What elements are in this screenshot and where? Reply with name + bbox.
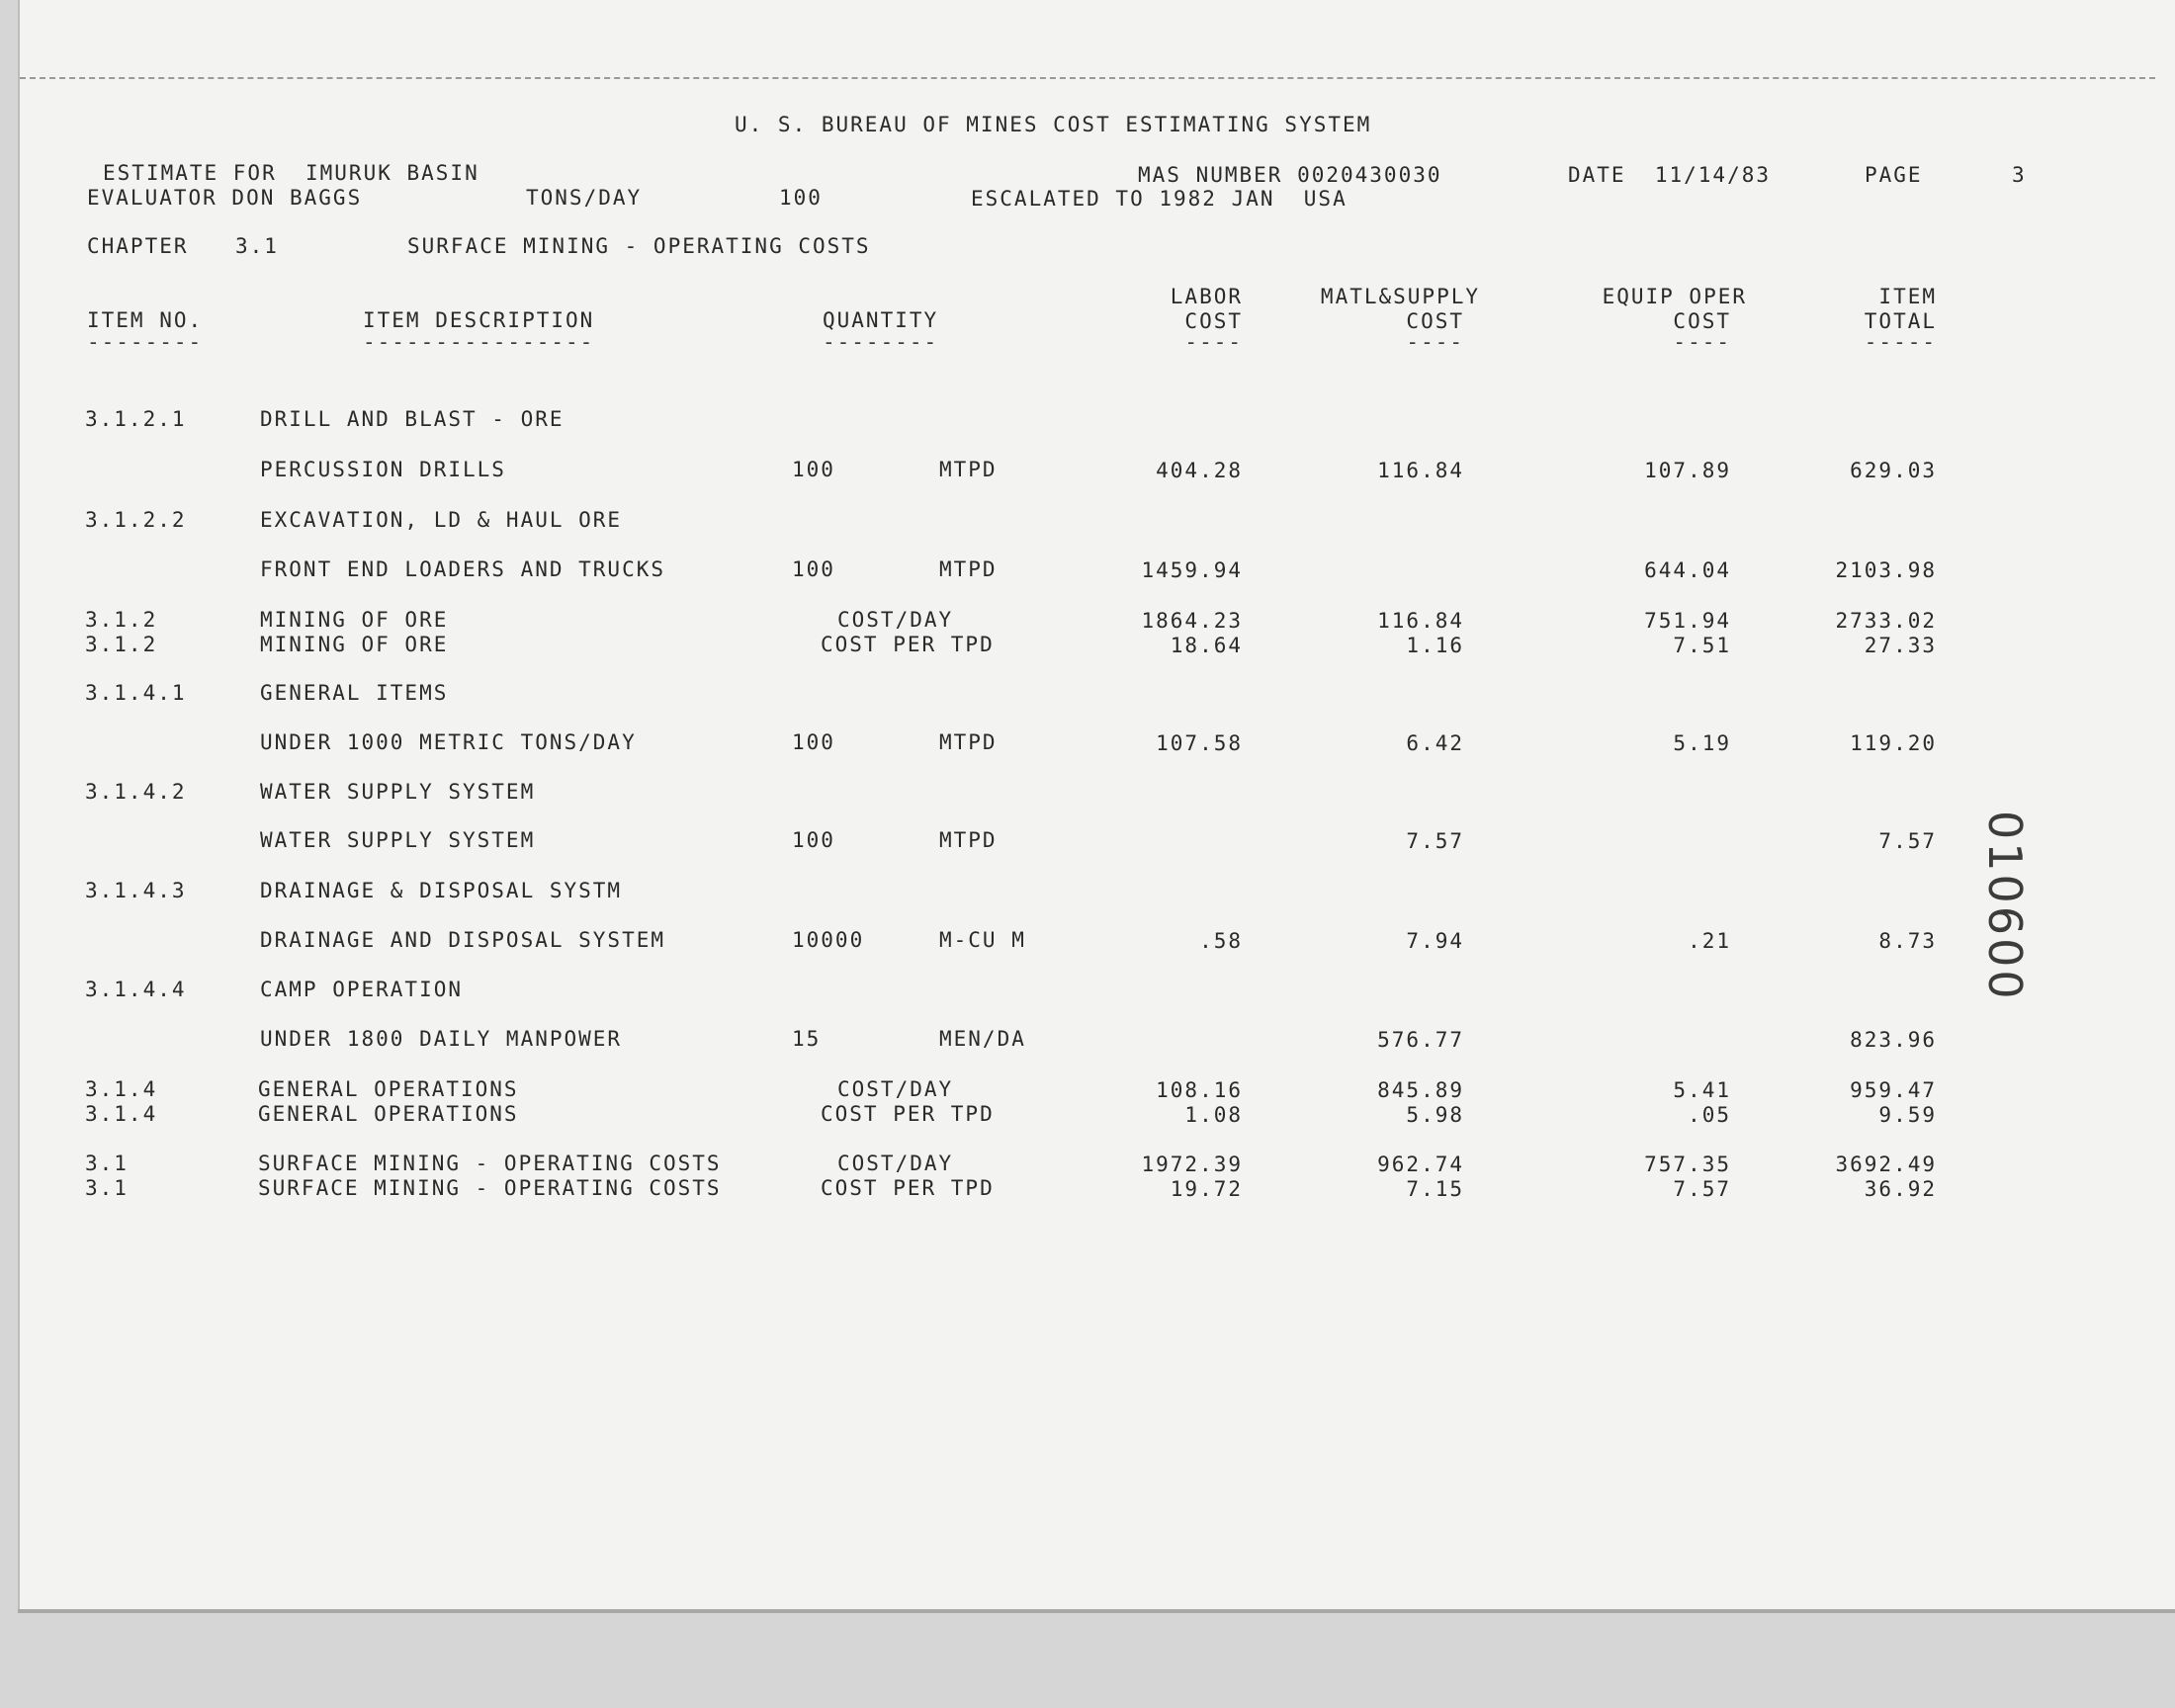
row-item-no: 3.1.4.4 <box>85 978 187 1001</box>
row-labor-cost: 18.64 <box>1170 634 1243 657</box>
row-quantity: 100 <box>792 730 835 754</box>
row-cost-basis: COST/DAY <box>837 1077 954 1101</box>
row-description: UNDER 1800 DAILY MANPOWER <box>260 1027 623 1051</box>
row-labor-cost: 19.72 <box>1170 1177 1243 1201</box>
row-item-total: 629.03 <box>1850 459 1937 482</box>
tons-day-value: 100 <box>779 186 823 210</box>
system-title: U. S. BUREAU OF MINES COST ESTIMATING SYSTEM <box>735 113 1372 136</box>
row-equip-cost: 5.19 <box>1673 731 1731 755</box>
col-labor-rule: ---- <box>1184 330 1243 354</box>
row-item-total: 3692.49 <box>1835 1153 1937 1176</box>
row-item-total: 959.47 <box>1850 1078 1937 1102</box>
paper-sheet <box>18 0 2175 1609</box>
row-description: EXCAVATION, LD & HAUL ORE <box>260 508 623 532</box>
page-label: PAGE <box>1865 163 1923 187</box>
row-labor-cost: 1459.94 <box>1141 558 1243 582</box>
row-description: UNDER 1000 METRIC TONS/DAY <box>260 730 637 754</box>
row-item-total: 119.20 <box>1850 731 1937 755</box>
row-item-total: 8.73 <box>1878 929 1937 953</box>
mas-number: MAS NUMBER 0020430030 <box>1138 163 1442 187</box>
row-unit: MEN/DA <box>939 1027 1026 1051</box>
row-item-no: 3.1.4.3 <box>85 879 187 902</box>
row-unit: M-CU M <box>939 928 1026 952</box>
row-item-no: 3.1.2 <box>85 633 158 656</box>
row-item-no: 3.1.4.1 <box>85 681 187 705</box>
row-item-total: 823.96 <box>1850 1028 1937 1052</box>
row-description: DRAINAGE AND DISPOSAL SYSTEM <box>260 928 666 952</box>
escalation-note: ESCALATED TO 1982 JAN USA <box>971 187 1348 211</box>
col-quantity: QUANTITY <box>823 308 939 332</box>
row-description: SURFACE MINING - OPERATING COSTS <box>258 1152 722 1175</box>
report-date: DATE 11/14/83 <box>1568 163 1772 187</box>
row-quantity: 10000 <box>792 928 865 952</box>
row-item-no: 3.1.2 <box>85 608 158 632</box>
row-equip-cost: 751.94 <box>1644 609 1731 633</box>
row-matl-cost: 5.98 <box>1406 1103 1464 1127</box>
row-equip-cost: 644.04 <box>1644 558 1731 582</box>
col-equip-line1: EQUIP OPER <box>1602 285 1747 308</box>
row-matl-cost: 576.77 <box>1377 1028 1464 1052</box>
row-item-no: 3.1.2.1 <box>85 407 187 431</box>
row-labor-cost: 107.58 <box>1156 731 1243 755</box>
row-description: MINING OF ORE <box>260 608 449 632</box>
row-item-total: 9.59 <box>1878 1103 1937 1127</box>
row-equip-cost: 7.51 <box>1673 634 1731 657</box>
row-description: SURFACE MINING - OPERATING COSTS <box>258 1176 722 1200</box>
col-equip-rule: ---- <box>1673 330 1731 354</box>
row-matl-cost: 7.94 <box>1406 929 1464 953</box>
row-description: GENERAL OPERATIONS <box>258 1102 519 1126</box>
row-description: WATER SUPPLY SYSTEM <box>260 780 536 804</box>
row-description: WATER SUPPLY SYSTEM <box>260 828 536 852</box>
perforation-line <box>20 77 2155 79</box>
page-stamp: 010600 <box>1978 811 2032 1002</box>
row-matl-cost: 7.15 <box>1406 1177 1464 1201</box>
row-item-total: 36.92 <box>1864 1177 1937 1201</box>
col-total-line2: TOTAL <box>1864 309 1937 333</box>
row-description: MINING OF ORE <box>260 633 449 656</box>
row-quantity: 100 <box>792 828 835 852</box>
row-equip-cost: .05 <box>1688 1103 1731 1127</box>
col-labor-line1: LABOR <box>1170 285 1243 308</box>
row-description: FRONT END LOADERS AND TRUCKS <box>260 557 666 581</box>
chapter-title: SURFACE MINING - OPERATING COSTS <box>407 234 871 258</box>
row-matl-cost: 7.57 <box>1406 829 1464 853</box>
col-item-description-rule: ---------------- <box>363 330 595 354</box>
row-unit: MTPD <box>939 557 998 581</box>
row-item-no: 3.1.4.2 <box>85 780 187 804</box>
page-number: 3 <box>2012 163 2027 187</box>
row-labor-cost: 1.08 <box>1184 1103 1243 1127</box>
chapter-number: 3.1 <box>235 234 279 258</box>
row-item-no: 3.1.4 <box>85 1102 158 1126</box>
row-matl-cost: 6.42 <box>1406 731 1464 755</box>
col-total-rule: ----- <box>1864 330 1937 354</box>
row-cost-basis: COST/DAY <box>837 1152 954 1175</box>
row-description: DRILL AND BLAST - ORE <box>260 407 565 431</box>
row-description: GENERAL OPERATIONS <box>258 1077 519 1101</box>
row-item-no: 3.1 <box>85 1152 129 1175</box>
row-matl-cost: 1.16 <box>1406 634 1464 657</box>
row-matl-cost: 116.84 <box>1377 459 1464 482</box>
row-labor-cost: .58 <box>1199 929 1243 953</box>
col-equip-line2: COST <box>1673 309 1731 333</box>
row-description: DRAINAGE & DISPOSAL SYSTM <box>260 879 623 902</box>
row-item-total: 27.33 <box>1864 634 1937 657</box>
row-cost-basis: COST PER TPD <box>821 633 995 656</box>
col-matl-line1: MATL&SUPPLY <box>1320 285 1480 308</box>
row-labor-cost: 404.28 <box>1156 459 1243 482</box>
col-matl-rule: ---- <box>1406 330 1464 354</box>
chapter-label: CHAPTER <box>87 234 189 258</box>
evaluator: EVALUATOR DON BAGGS <box>87 186 363 210</box>
sheet-edge <box>18 1609 2175 1613</box>
row-cost-basis: COST PER TPD <box>821 1102 995 1126</box>
tons-day-label: TONS/DAY <box>526 186 643 210</box>
row-item-total: 2733.02 <box>1835 609 1937 633</box>
row-unit: MTPD <box>939 730 998 754</box>
row-cost-basis: COST/DAY <box>837 608 954 632</box>
row-item-no: 3.1.2.2 <box>85 508 187 532</box>
row-quantity: 100 <box>792 557 835 581</box>
col-item-no-rule: -------- <box>87 330 204 354</box>
row-equip-cost: 5.41 <box>1673 1078 1731 1102</box>
row-item-total: 7.57 <box>1878 829 1937 853</box>
row-labor-cost: 1864.23 <box>1141 609 1243 633</box>
row-unit: MTPD <box>939 458 998 481</box>
row-item-total: 2103.98 <box>1835 558 1937 582</box>
col-total-line1: ITEM <box>1878 285 1937 308</box>
col-item-no: ITEM NO. <box>87 308 204 332</box>
row-description: GENERAL ITEMS <box>260 681 449 705</box>
row-cost-basis: COST PER TPD <box>821 1176 995 1200</box>
row-matl-cost: 116.84 <box>1377 609 1464 633</box>
row-labor-cost: 108.16 <box>1156 1078 1243 1102</box>
row-description: PERCUSSION DRILLS <box>260 458 506 481</box>
estimate-for: ESTIMATE FOR IMURUK BASIN <box>103 161 479 185</box>
row-item-no: 3.1 <box>85 1176 129 1200</box>
row-item-no: 3.1.4 <box>85 1077 158 1101</box>
row-matl-cost: 962.74 <box>1377 1153 1464 1176</box>
row-unit: MTPD <box>939 828 998 852</box>
row-equip-cost: 107.89 <box>1644 459 1731 482</box>
row-quantity: 15 <box>792 1027 822 1051</box>
row-labor-cost: 1972.39 <box>1141 1153 1243 1176</box>
col-labor-line2: COST <box>1184 309 1243 333</box>
row-matl-cost: 845.89 <box>1377 1078 1464 1102</box>
col-item-description: ITEM DESCRIPTION <box>363 308 595 332</box>
col-quantity-rule: -------- <box>823 330 939 354</box>
row-description: CAMP OPERATION <box>260 978 464 1001</box>
row-quantity: 100 <box>792 458 835 481</box>
row-equip-cost: 757.35 <box>1644 1153 1731 1176</box>
row-equip-cost: .21 <box>1688 929 1731 953</box>
row-equip-cost: 7.57 <box>1673 1177 1731 1201</box>
col-matl-line2: COST <box>1406 309 1464 333</box>
